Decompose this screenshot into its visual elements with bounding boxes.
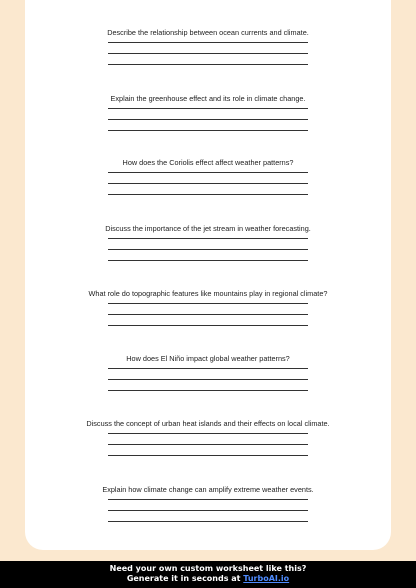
question-text: Discuss the importance of the jet stream in weather forecasting. [105, 224, 311, 233]
question-text: How does El Niño impact global weather patterns? [126, 354, 290, 363]
promo-footer [0, 561, 416, 588]
question-block-1 [25, 28, 391, 65]
question-text: What role do topographic features like mountains play in regional climate? [88, 289, 328, 298]
answer-line [108, 194, 308, 195]
question-text: How does the Coriolis effect affect weather patterns? [122, 158, 294, 167]
question-text: Describe the relationship between ocean currents and climate. [107, 28, 309, 37]
answer-line [108, 64, 308, 65]
answer-line [108, 183, 308, 184]
question-block-4 [25, 224, 391, 261]
question-block-5 [25, 289, 391, 326]
worksheet-sheet [25, 0, 391, 550]
answer-line [108, 390, 308, 391]
question-text: Discuss the concept of urban heat islands and their effects on local climate. [86, 419, 330, 428]
turboai-link[interactable]: TurboAI.io [243, 574, 290, 583]
answer-line [108, 314, 308, 315]
answer-line [108, 444, 308, 445]
answer-line [108, 455, 308, 456]
answer-line [108, 521, 308, 522]
answer-line [108, 499, 308, 500]
answer-line [108, 303, 308, 304]
question-block-3 [25, 158, 391, 195]
footer-line-2-prefix: Generate it in seconds at [126, 574, 244, 583]
question-text: Explain the greenhouse effect and its role in climate change. [110, 94, 306, 103]
answer-line [108, 108, 308, 109]
footer-line-2 [0, 574, 416, 584]
answer-line [108, 368, 308, 369]
answer-line [108, 510, 308, 511]
question-block-7 [25, 419, 391, 456]
answer-line [108, 53, 308, 54]
answer-line [108, 119, 308, 120]
footer-line-1: Need your own custom worksheet like this? [109, 564, 307, 573]
answer-line [108, 260, 308, 261]
answer-line [108, 42, 308, 43]
question-block-6 [25, 354, 391, 391]
question-block-2 [25, 94, 391, 131]
answer-line [108, 325, 308, 326]
answer-line [108, 433, 308, 434]
question-text: Explain how climate change can amplify extreme weather events. [102, 485, 314, 494]
answer-line [108, 379, 308, 380]
answer-line [108, 130, 308, 131]
answer-line [108, 238, 308, 239]
answer-line [108, 172, 308, 173]
question-block-8 [25, 485, 391, 522]
answer-line [108, 249, 308, 250]
